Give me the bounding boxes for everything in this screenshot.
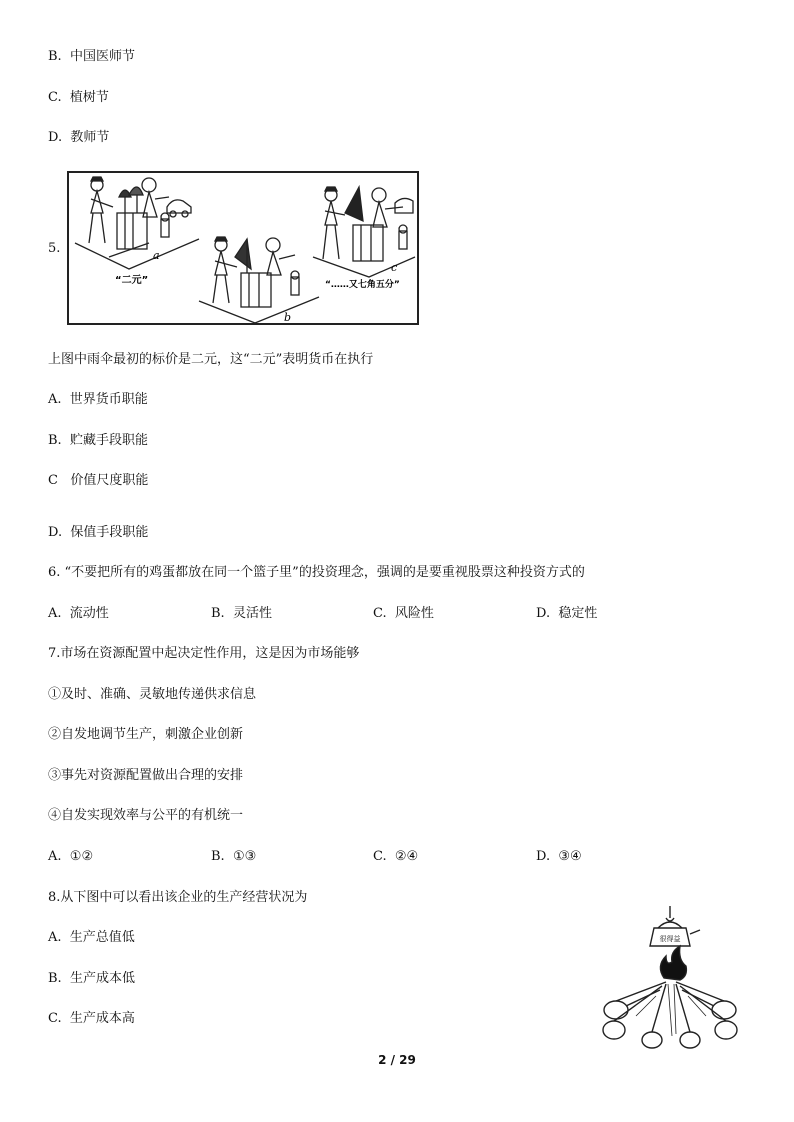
cartoon-panel-c (313, 187, 415, 277)
q5-number: 5. (48, 241, 61, 256)
q6-option-c: C. 风险性 (373, 606, 434, 621)
q5-option-a: A. 世界货币职能 (48, 392, 148, 407)
q8-stem: 8.从下图中可以看出该企业的生产经营状况为 (48, 890, 308, 905)
q6-option-a: A. 流动性 (48, 606, 109, 621)
q5-option-c: C 价值尺度职能 (48, 473, 149, 488)
q8-option-a: A. 生产总值低 (48, 930, 135, 945)
q7-stem: 7.市场在资源配置中起决定性作用，这是因为市场能够 (48, 646, 360, 661)
q7-option-c: C. ②④ (373, 849, 419, 864)
umbrella-cartoon-figure (67, 171, 419, 325)
page-number: 2 / 29 (378, 1053, 416, 1067)
panel-label-a: a (153, 249, 160, 262)
caption-seven-jiao: “……又七角五分” (325, 280, 400, 290)
q7-option-b: B. ①③ (211, 849, 257, 864)
q4-option-d: D. 教师节 (48, 130, 110, 145)
q7-item-3: ③事先对资源配置做出合理的安排 (48, 768, 244, 783)
cartoon-panel-b (199, 237, 319, 323)
q5-option-b: B. 贮藏手段职能 (48, 433, 148, 448)
caption-two-yuan: “二元” (115, 275, 149, 286)
q7-option-d: D. ③④ (536, 849, 582, 864)
q6-option-d: D. 稳定性 (536, 606, 598, 621)
q6-stem: 6. “不要把所有的鸡蛋都放在同一个篮子里”的投资理念，强调的是要重视股票这种投资方式的 (48, 565, 585, 580)
q4-option-c: C. 植树节 (48, 90, 109, 105)
kettle-on-logs-cartoon (596, 906, 746, 1056)
q8-option-b: B. 生产成本低 (48, 971, 135, 986)
q7-option-a: A. ①② (48, 849, 94, 864)
panel-label-c: c (391, 261, 398, 274)
q7-item-4: ④自发实现效率与公平的有机统一 (48, 808, 244, 823)
q5-option-d: D. 保值手段职能 (48, 525, 149, 540)
q4-option-b: B. 中国医师节 (48, 49, 135, 64)
q6-option-b: B. 灵活性 (211, 606, 272, 621)
q8-option-c: C. 生产成本高 (48, 1011, 135, 1026)
cartoon-panel-a (75, 177, 199, 269)
q7-item-2: ②自发地调节生产，刺激企业创新 (48, 727, 244, 742)
kettle-label: 很得益 (659, 935, 681, 943)
panel-label-b: b (284, 311, 292, 323)
q7-item-1: ①及时、准确、灵敏地传递供求信息 (48, 687, 257, 702)
q5-stem: 上图中雨伞最初的标价是二元，这“二元”表明货币在执行 (48, 352, 374, 367)
